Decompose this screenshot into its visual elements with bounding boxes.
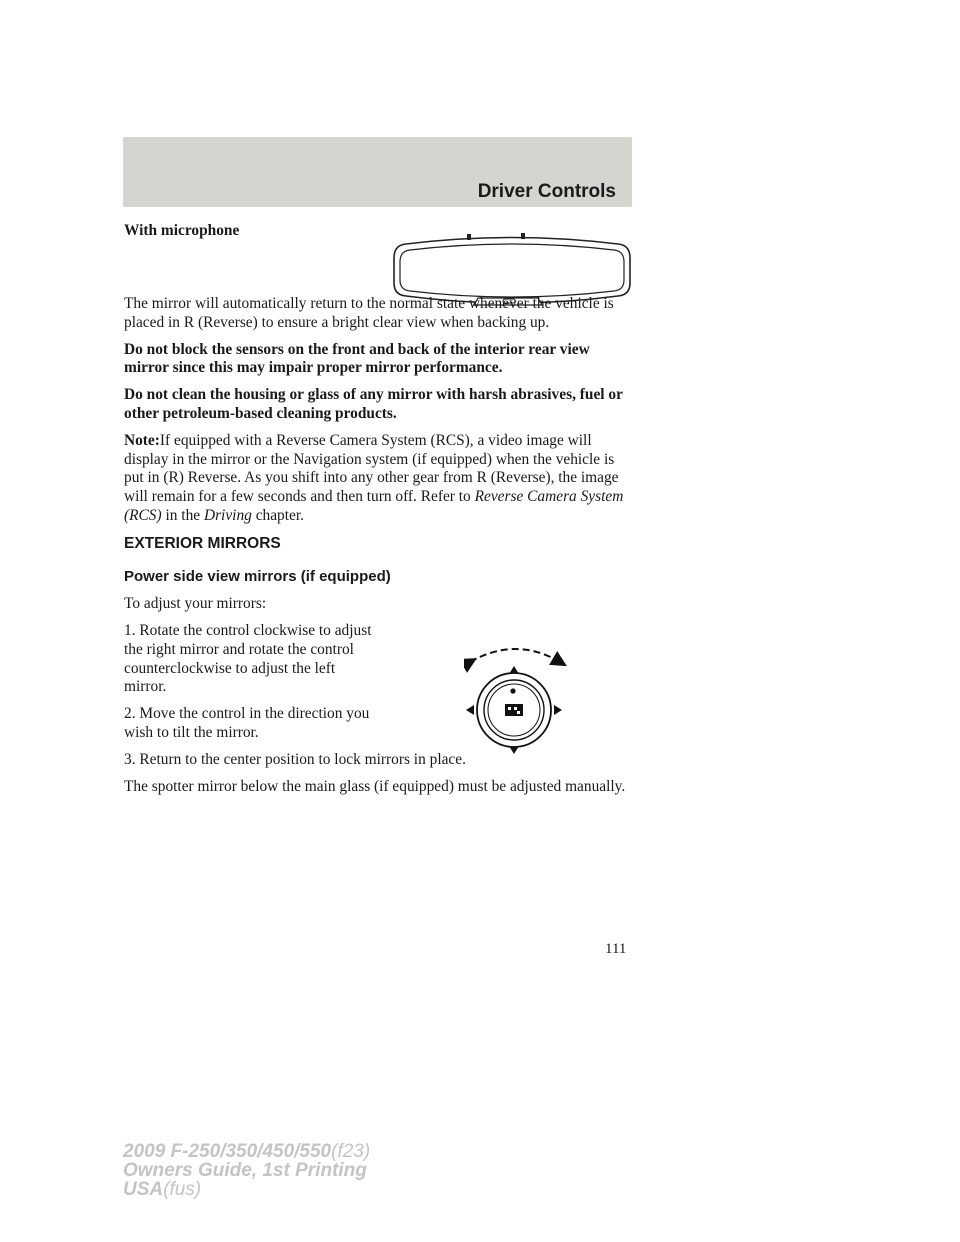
step-3: 3. Return to the center position to lock mirrors in place. — [124, 750, 466, 768]
section-title: EXTERIOR MIRRORS — [124, 535, 281, 553]
step-1: 1. Rotate the control clockwise to adjust the right mirror and rotate the control counterclockwise to adjust the left mirror. — [124, 622, 372, 696]
note-reference-driving: Driving — [203, 506, 252, 524]
footer-printing: Owners Guide, 1st Printing — [123, 1160, 367, 1181]
footer-market: USA — [123, 1179, 164, 1200]
footer-model: 2009 F-250/350/450/550 — [123, 1141, 332, 1162]
note-label: Note: — [124, 432, 160, 450]
note-text: If equipped with a Reverse Camera System (RCS), a video image will display in the mirror or the Navigation system (if equipped) when the vehicle is put in (R) Reverse. As you shift into any other gear from R (Reverse), the image will remain for a few seconds and then turn off. Refer to — [124, 432, 619, 505]
note-mid-text: in the — [161, 506, 204, 524]
with-microphone-label: With microphone — [124, 222, 240, 239]
reverse-paragraph: The mirror will automatically return to the normal state whenever the vehicle is placed in R (Reverse) to ensure a bright clear view when backing up. — [124, 295, 614, 331]
chapter-header-band — [123, 137, 632, 207]
note-reference-rcs: Reverse Camera System (RCS) — [124, 487, 624, 524]
rcs-note — [124, 432, 634, 525]
note-end-text: chapter. — [251, 506, 304, 524]
adjust-intro: To adjust your mirrors: — [124, 595, 267, 613]
page-content — [124, 222, 634, 805]
spotter-paragraph: The spotter mirror below the main glass (if equipped) must be adjusted manually. — [124, 778, 626, 796]
sensor-warning: Do not block the sensors on the front and back of the interior rear view mirror since this may impair proper mirror performance. — [124, 340, 590, 377]
page-number: 111 — [605, 941, 627, 957]
subsection-title: Power side view mirrors (if equipped) — [124, 567, 391, 585]
step-2: 2. Move the control in the direction you wish to tilt the mirror. — [124, 705, 370, 741]
footer-model-code: (f23) — [331, 1141, 371, 1162]
chapter-title: Driver Controls — [477, 181, 616, 202]
footer-market-code: (fus) — [163, 1179, 202, 1200]
cleaning-warning: Do not clean the housing or glass of any mirror with harsh abrasives, fuel or other petroleum-based cleaning products. — [124, 386, 623, 423]
footer-info — [123, 1142, 370, 1199]
